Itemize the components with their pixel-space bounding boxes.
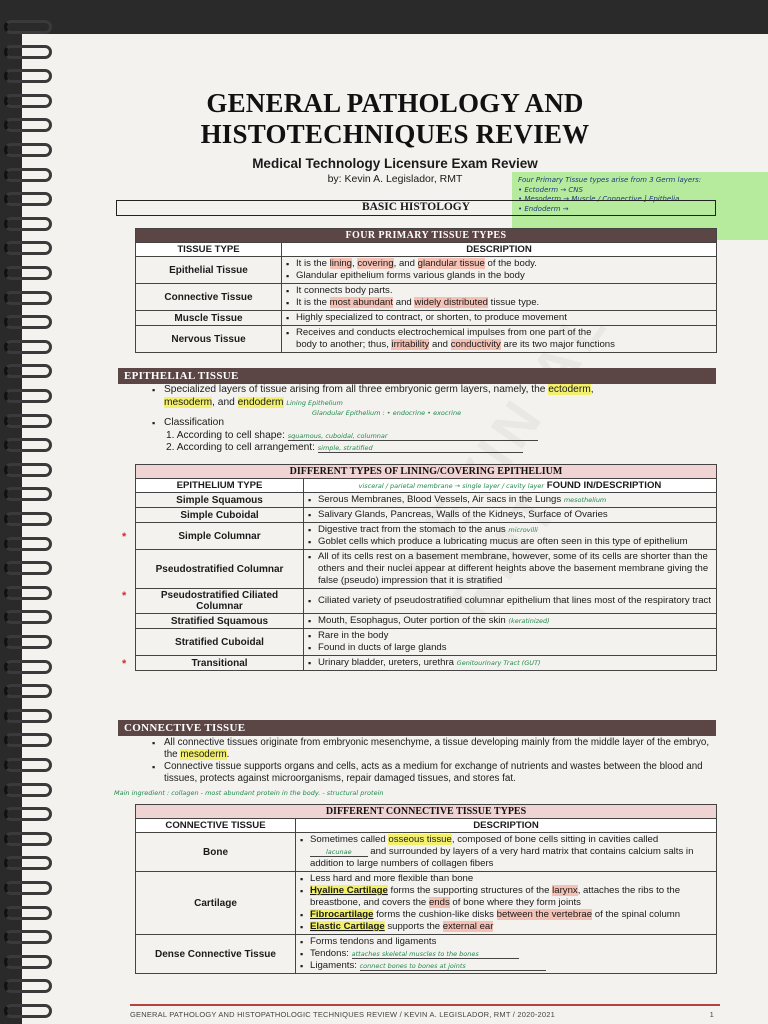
page-footer — [130, 1004, 720, 1019]
spiral-ring — [4, 807, 52, 821]
spiral-ring — [4, 168, 52, 182]
spiral-ring — [4, 906, 52, 920]
lining-epithelium-table — [122, 464, 717, 671]
subtitle: Medical Technology Licensure Exam Review — [252, 156, 538, 171]
table-row: Dense Connective Tissue ▪ Forms tendons and ligaments ▪ Tendons: attaches skeletal muscles to the bones ▪ Ligaments: connect bones to bones at joints — [136, 935, 717, 974]
spiral-ring — [4, 118, 52, 132]
footer-text: GENERAL PATHOLOGY AND HISTOPATHOLOGIC TECHNIQUES REVIEW / KEVIN A. LEGISLADOR, RMT / 2020-2021 — [130, 1010, 556, 1019]
col-epithelium-type: EPITHELIUM TYPE — [136, 479, 304, 493]
document-header — [22, 88, 768, 185]
sticky-line-1: Four Primary Tissue types arise from 3 Germ layers: — [518, 176, 702, 184]
spiral-ring — [4, 512, 52, 526]
spiral-ring — [4, 45, 52, 59]
col-connective-tissue: CONNECTIVE TISSUE — [136, 819, 296, 833]
connective-band: CONNECTIVE TISSUE — [118, 720, 716, 736]
tissue-name: Epithelial Tissue — [136, 257, 282, 284]
tissue-description: ▪ It is the lining, covering, and glandular tissue of the body. ▪ Glandular epithelium forms various glands in the body — [282, 257, 717, 284]
tissue-name: Nervous Tissue — [136, 326, 282, 353]
col-ct-description: DESCRIPTION — [296, 819, 717, 833]
lining-table-title: DIFFERENT TYPES OF LINING/COVERING EPITHELIUM — [136, 465, 717, 479]
epithelium-name: * Simple Columnar — [136, 523, 304, 550]
spiral-ring — [4, 660, 52, 674]
spiral-binding — [0, 0, 62, 1024]
collagen-note: Main ingredient : collagen - most abundant protein in the body. - structural protein — [114, 789, 384, 797]
tissue-description: ▪ Highly specialized to contract, or shorten, to produce movement — [282, 311, 717, 326]
epithelial-notes: ▪ Specialized layers of tissue arising from all three embryonic germ layers, namely, the ectoderm, mesoderm, and endoderm Lining Epithelium Glandular Epithelium : • endocrine • exocrine ▪ Classification 1. According to cell shape: squamous, cuboidal, columnar 2. According to cell arrangement: simple, stratified — [152, 384, 714, 455]
spiral-ring — [4, 94, 52, 108]
page-number: 1 — [709, 1010, 714, 1019]
spiral-ring — [4, 783, 52, 797]
epithelium-name: * Transitional — [136, 656, 304, 671]
spiral-ring — [4, 340, 52, 354]
spiral-ring — [4, 69, 52, 83]
title-line-2: HISTOTECHNIQUES REVIEW — [200, 119, 590, 149]
epithelium-name: * Pseudostratified Ciliated Columnar — [136, 589, 304, 614]
document-page — [22, 34, 768, 1024]
col-found-in: visceral / parietal membrane → single layer / cavity layer FOUND IN/DESCRIPTION — [304, 479, 717, 493]
table-row — [136, 311, 717, 326]
table-row: Simple Cuboidal ▪ Salivary Glands, Pancreas, Walls of the Kidneys, Surface of Ovaries — [136, 508, 717, 523]
spiral-ring — [4, 610, 52, 624]
connective-notes: ▪ All connective tissues originate from embryonic mesenchyme, a tissue developing mainly from the middle layer of the embryo, the mesoderm. ▪ Connective tissue supports organs and cells, acts as a medium for exchange of nutrients and wastes between the blood and tissues, protects against microorganisms, repair damaged tissues, and stores fat. — [152, 737, 714, 785]
spiral-ring — [4, 192, 52, 206]
spiral-ring — [4, 586, 52, 600]
sticky-line-4: • Endoderm → — [518, 204, 569, 213]
spiral-ring — [4, 537, 52, 551]
spiral-ring — [4, 315, 52, 329]
four-tissue-types-table — [135, 228, 717, 353]
spiral-ring — [4, 487, 52, 501]
table-row: Stratified Squamous ▪ Mouth, Esophagus, Outer portion of the skin (keratinized) — [136, 614, 717, 629]
sticky-line-2: • Ectoderm → CNS — [518, 185, 583, 194]
spiral-ring — [4, 832, 52, 846]
col-tissue-type: TISSUE TYPE — [136, 243, 282, 257]
table-row — [136, 284, 717, 311]
spiral-ring — [4, 881, 52, 895]
spiral-ring — [4, 20, 52, 34]
spiral-ring — [4, 389, 52, 403]
table-row — [136, 326, 717, 353]
ct-name: Bone — [136, 833, 296, 872]
tissue-description: ▪ It connects body parts. ▪ It is the most abundant and widely distributed tissue type. — [282, 284, 717, 311]
connective-tissue-table — [135, 804, 717, 974]
star-mark: * — [122, 590, 127, 602]
table-row: Stratified Cuboidal ▪ Rare in the body ▪ Found in ducts of large glands — [136, 629, 717, 656]
table-row — [136, 257, 717, 284]
spiral-ring — [4, 414, 52, 428]
spiral-ring — [4, 364, 52, 378]
star-mark: * — [122, 530, 127, 543]
ct-name: Cartilage — [136, 872, 296, 935]
four-types-band: FOUR PRIMARY TISSUE TYPES — [136, 229, 717, 243]
spiral-ring — [4, 930, 52, 944]
table-row: Cartilage ▪ Less hard and more flexible than bone ▪ Hyaline Cartilage forms the supporting structures of the larynx, attaches the ribs to the breastbone, and covers the ends of bone where they form joints ▪ Fibrocartilage forms the cushion-like disks between the vertebrae of the spinal column ▪ Elastic Cartilage supports the external ear — [136, 872, 717, 935]
sticky-line-3: • Mesoderm → Muscle / Connective ] Epithelia — [518, 195, 680, 203]
title-line-1: GENERAL PATHOLOGY AND — [206, 88, 584, 118]
spiral-ring — [4, 856, 52, 870]
epithelium-name: Pseudostratified Columnar — [136, 550, 304, 589]
ct-table-title: DIFFERENT CONNECTIVE TISSUE TYPES — [136, 805, 717, 819]
spiral-ring — [4, 241, 52, 255]
spiral-ring — [4, 955, 52, 969]
table-row: * Pseudostratified Ciliated Columnar ▪ Ciliated variety of pseudostratified columnar epithelium that lines most of the respiratory tract — [136, 589, 717, 614]
spiral-ring — [4, 1004, 52, 1018]
table-row: Bone ▪ Sometimes called osseous tissue, composed of bone cells sitting in cavities called lacunae and surrounded by layers of a very hard matrix that contains calcium salts in addition to large numbers of collagen fibers — [136, 833, 717, 872]
spiral-ring — [4, 758, 52, 772]
table-row: Pseudostratified Columnar ▪ All of its cells rest on a basement membrane, however, some of its cells are shorter than the others and their nuclei appear at different heights above the basement membrane giving the false (pseudo) impression that it is stratified — [136, 550, 717, 589]
spiral-ring — [4, 438, 52, 452]
spiral-ring — [4, 684, 52, 698]
spiral-ring — [4, 463, 52, 477]
table-row: * Simple Columnar ▪ Digestive tract from the stomach to the anus microvilli ▪ Goblet cells which produce a lubricating mucus are often seen in this type of epithelium — [136, 523, 717, 550]
epithelium-name: Stratified Squamous — [136, 614, 304, 629]
epithelium-name: Simple Squamous — [136, 493, 304, 508]
tissue-name: Muscle Tissue — [136, 311, 282, 326]
author: by: Kevin A. Legislador, RMT — [327, 173, 463, 185]
spiral-ring — [4, 217, 52, 231]
table-row: * Transitional ▪ Urinary bladder, ureters, urethra Genitourinary Tract (GUT) — [136, 656, 717, 671]
epithelium-name: Stratified Cuboidal — [136, 629, 304, 656]
tissue-name: Connective Tissue — [136, 284, 282, 311]
epithelial-band: EPITHELIAL TISSUE — [118, 368, 716, 384]
spiral-ring — [4, 635, 52, 649]
epithelium-name: Simple Cuboidal — [136, 508, 304, 523]
col-description: DESCRIPTION — [282, 243, 717, 257]
spiral-ring — [4, 979, 52, 993]
spiral-ring — [4, 733, 52, 747]
spiral-ring — [4, 709, 52, 723]
spiral-ring — [4, 143, 52, 157]
tissue-description: ▪ Receives and conducts electrochemical impulses from one part of the body to another; thus, irritability and conductivity are its two major functions — [282, 326, 717, 353]
basic-histology-heading: BASIC HISTOLOGY — [116, 200, 716, 216]
spiral-ring — [4, 561, 52, 575]
star-mark: * — [122, 657, 127, 670]
spiral-ring — [4, 266, 52, 280]
spiral-ring — [4, 291, 52, 305]
ct-name: Dense Connective Tissue — [136, 935, 296, 974]
table-row: Simple Squamous ▪ Serous Membranes, Blood Vessels, Air sacs in the Lungs mesothelium — [136, 493, 717, 508]
